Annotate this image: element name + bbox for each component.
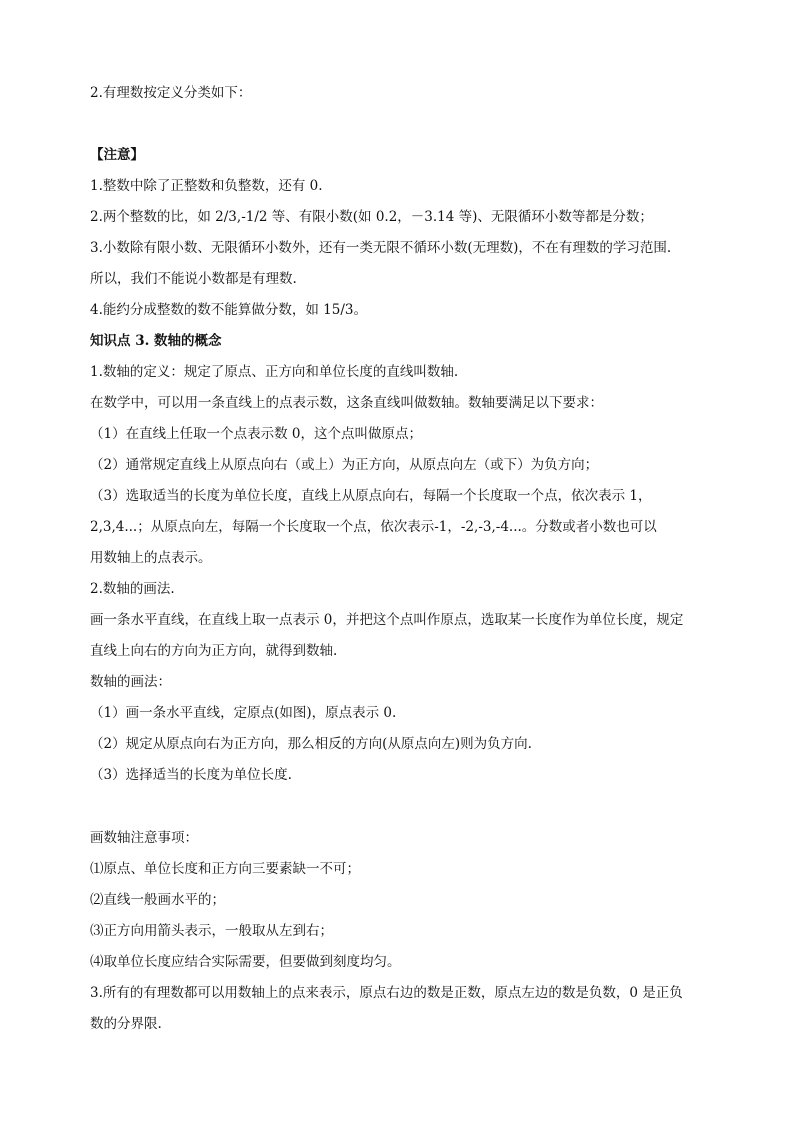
kp3-drawing-line1: 画一条水平直线，在直线上取一点表示 0，并把这个点叫作原点，选取某一长度作为单位长度，规定 bbox=[90, 612, 684, 628]
kp3-method-step-3: （3）选择适当的长度为单位长度. bbox=[90, 767, 292, 783]
kp3-point-3-line2: 数的分界限. bbox=[90, 1016, 162, 1032]
kp3-definition: 1.数轴的定义：规定了原点、正方向和单位长度的直线叫数轴. bbox=[90, 364, 459, 380]
kp3-caution-3: ⑶正方向用箭头表示，一般取从左到右； bbox=[90, 923, 333, 939]
note-title: 【注意】 bbox=[90, 147, 144, 163]
kp3-requirement-3-line2: 2,3,4...；从原点向左，每隔一个长度取一个点，依次表示-1，-2,-3,-4...。分数或者小数也可以 bbox=[90, 519, 657, 535]
kp3-requirement-1: （1）在直线上任取一个点表示数 0，这个点叫做原点； bbox=[90, 426, 422, 442]
kp3-caution-1: ⑴原点、单位长度和正方向三要素缺一不可； bbox=[90, 861, 360, 877]
kp3-drawing-line2: 直线上向右的方向为正方向，就得到数轴. bbox=[90, 643, 338, 659]
kp3-caution-2: ⑵直线一般画水平的； bbox=[90, 892, 225, 908]
kp3-intro: 在数学中，可以用一条直线上的点表示数，这条直线叫做数轴。数轴要满足以下要求： bbox=[90, 395, 603, 411]
note-item-1: 1.整数中除了正整数和负整数，还有 0. bbox=[90, 178, 323, 194]
section2-heading: 2.有理数按定义分类如下： bbox=[90, 85, 252, 101]
kp3-requirement-3-line3: 用数轴上的点表示。 bbox=[90, 550, 212, 566]
kp3-method-step-2: （2）规定从原点向右为正方向，那么相反的方向(从原点向左)则为负方向. bbox=[90, 736, 532, 752]
kp3-drawing-heading: 2.数轴的画法. bbox=[90, 581, 175, 597]
kp3-caution-heading: 画数轴注意事项： bbox=[90, 830, 198, 846]
note-item-3: 3.小数除有限小数、无限循环小数外，还有一类无限不循环小数(无理数)，不在有理数的学习范围. bbox=[90, 240, 672, 256]
note-item-2: 2.两个整数的比，如 2/3,-1/2 等、有限小数(如 0.2，－3.14 等)、无限循环小数等都是分数； bbox=[90, 209, 653, 225]
kp3-method-step-1: （1）画一条水平直线，定原点(如图)，原点表示 0. bbox=[90, 705, 397, 721]
kp3-method-heading: 数轴的画法： bbox=[90, 674, 171, 690]
kp3-caution-4: ⑷取单位长度应结合实际需要，但要做到刻度均匀。 bbox=[90, 954, 401, 970]
note-item-3-continued: 所以，我们不能说小数都是有理数. bbox=[90, 271, 297, 287]
kp3-point-3-line1: 3.所有的有理数都可以用数轴上的点来表示，原点右边的数是正数，原点左边的数是负数，0 是正负 bbox=[90, 985, 683, 1001]
kp3-requirement-2: （2）通常规定直线上从原点向右（或上）为正方向，从原点向左（或下）为负方向； bbox=[90, 457, 599, 473]
kp3-title: 知识点 3. 数轴的概念 bbox=[90, 333, 222, 349]
note-item-4: 4.能约分成整数的数不能算做分数，如 15/3。 bbox=[90, 302, 367, 318]
kp3-requirement-3-line1: （3）选取适当的长度为单位长度，直线上从原点向右，每隔一个长度取一个点，依次表示 1， bbox=[90, 488, 652, 504]
